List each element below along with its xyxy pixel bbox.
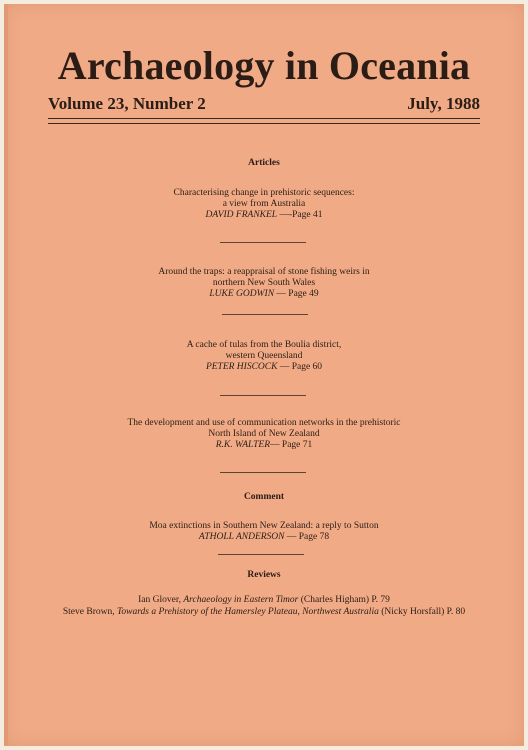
article-page: — Page 71: [270, 440, 313, 450]
review-reviewer-page: (Nicky Horsfall) P. 80: [378, 607, 466, 617]
comment-page: — Page 78: [284, 532, 330, 542]
separator-line: [218, 554, 304, 555]
article-title-line: Characterising change in prehistoric sequences:: [173, 188, 355, 198]
article-entry: [4, 340, 524, 373]
review-author: Ian Glover,: [138, 595, 184, 605]
review-author: Steve Brown,: [62, 607, 117, 617]
article-page: — Page 60: [277, 362, 323, 372]
article-author: DAVID FRANKEL: [205, 210, 278, 220]
review-book-title: Archaeology in Eastern Timor: [183, 595, 299, 605]
article-title-line: The development and use of communication networks in the prehistoric: [127, 418, 401, 428]
separator-line: [220, 472, 306, 473]
header-rule-bottom: [48, 123, 480, 124]
article-page: — Page 49: [274, 289, 319, 299]
article-entry: [4, 418, 524, 451]
issue-date: July, 1988: [407, 94, 480, 113]
article-title-line: A cache of tulas from the Boulia district,: [186, 340, 342, 350]
article-author: R.K. WALTER: [215, 440, 271, 450]
article-entry: [4, 267, 524, 300]
article-title-line: North Island of New Zealand: [208, 429, 320, 439]
volume-number: Volume 23, Number 2: [48, 94, 206, 113]
comment-heading: Comment: [243, 492, 285, 502]
separator-line: [222, 314, 308, 315]
article-title-line: western Queensland: [225, 351, 303, 361]
comment-byline: [4, 532, 524, 543]
article-byline: [4, 362, 524, 373]
separator-line: [220, 242, 306, 243]
journal-cover: [4, 4, 524, 746]
review-entry: [4, 606, 524, 618]
article-byline: [4, 440, 524, 451]
article-byline: [4, 289, 524, 300]
article-byline: [4, 210, 524, 221]
article-author: PETER HISCOCK: [205, 362, 278, 372]
comment-entry: [4, 521, 524, 543]
article-entry: [4, 188, 524, 221]
articles-heading: Articles: [248, 158, 280, 168]
article-page: —-Page 41: [277, 210, 323, 220]
reviews-heading: Reviews: [247, 570, 281, 580]
article-title-line: Around the traps: a reappraisal of stone fishing weirs in: [158, 267, 370, 277]
article-title-line: a view from Australia: [222, 199, 306, 209]
article-title-line: northern New South Wales: [212, 278, 316, 288]
review-entry: [4, 594, 524, 606]
review-book-title: Towards a Prehistory of the Hamersley Plateau, Northwest Australia: [116, 607, 379, 617]
comment-author: ATHOLL ANDERSON: [198, 532, 285, 542]
article-author: LUKE GODWIN: [209, 289, 275, 299]
review-reviewer-page: (Charles Higham) P. 79: [298, 595, 390, 605]
reviews-list: [4, 594, 524, 618]
journal-title: Archaeology in Oceania: [57, 43, 471, 88]
separator-line: [220, 395, 306, 396]
cover-spine: [4, 4, 8, 746]
header-rule-top: [48, 118, 480, 119]
comment-title: Moa extinctions in Southern New Zealand: a reply to Sutton: [149, 521, 379, 531]
